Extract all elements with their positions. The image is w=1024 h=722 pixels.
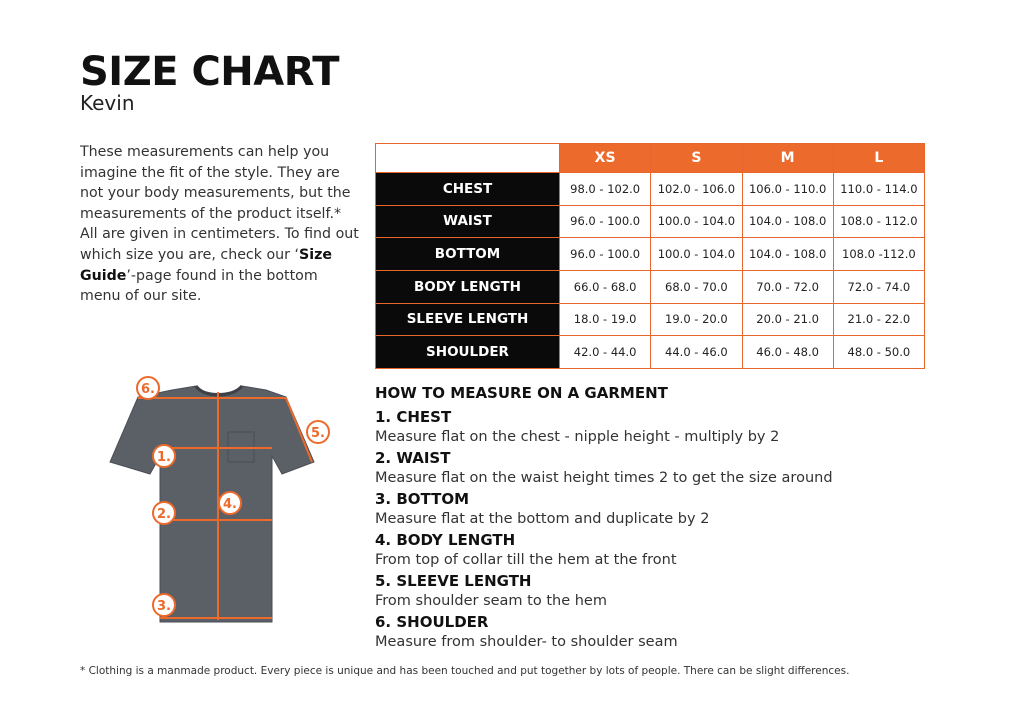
table-cell: 48.0 - 50.0 [833,336,924,369]
step-desc: From shoulder seam to the hem [375,593,607,609]
step-desc: Measure flat on the chest - nipple height - multiply by 2 [375,429,780,445]
table-cell: 19.0 - 20.0 [651,303,742,336]
size-l-header: L [833,144,924,173]
svg-text:4.: 4. [223,497,237,512]
marker-5 [307,421,329,443]
row-label: CHEST [376,173,560,206]
table-cell: 18.0 - 19.0 [560,303,651,336]
intro-text-after: ’-page found in the bottom menu of our site. [80,267,318,305]
table-cell: 108.0 - 112.0 [833,205,924,238]
size-table [375,143,925,369]
table-cell: 44.0 - 46.0 [651,336,742,369]
table-cell: 96.0 - 100.0 [560,205,651,238]
table-cell: 21.0 - 22.0 [833,303,924,336]
row-label: SHOULDER [376,336,560,369]
product-name: Kevin [80,91,135,115]
intro-text-before: These measurements can help you imagine the fit of the style. They are not your body measurements, but the measurements of the product itself.* All are given in centimeters. To find out which size you are, check our ‘ [80,144,359,263]
step-title: 2. WAIST [375,449,451,467]
marker-4 [219,492,241,514]
svg-text:2.: 2. [157,507,171,522]
size-xs-header: XS [560,144,651,173]
tshirt-diagram [100,370,340,630]
table-cell: 102.0 - 106.0 [651,173,742,206]
table-cell: 106.0 - 110.0 [742,173,833,206]
table-cell: 100.0 - 104.0 [651,238,742,271]
size-m-header: M [742,144,833,173]
table-cell: 72.0 - 74.0 [833,270,924,303]
table-cell: 100.0 - 104.0 [651,205,742,238]
table-cell: 108.0 -112.0 [833,238,924,271]
step-title: 4. BODY LENGTH [375,531,516,549]
table-cell: 96.0 - 100.0 [560,238,651,271]
intro-text [80,142,362,307]
marker-6 [137,377,159,399]
row-label: BOTTOM [376,238,560,271]
row-label: SLEEVE LENGTH [376,303,560,336]
size-guide-link: Size Guide [80,246,332,284]
page-title: SIZE CHART [80,49,340,95]
table-cell: 68.0 - 70.0 [651,270,742,303]
table-cell: 104.0 - 108.0 [742,238,833,271]
step-desc: Measure flat on the waist height times 2 to get the size around [375,470,833,486]
table-cell: 70.0 - 72.0 [742,270,833,303]
marker-1 [153,445,175,467]
table-cell: 66.0 - 68.0 [560,270,651,303]
svg-text:5.: 5. [311,426,325,441]
footnote: * Clothing is a manmade product. Every piece is unique and has been touched and put together by lots of people. There can be slight differences. [80,665,850,677]
step-title: 1. CHEST [375,408,452,426]
table-cell: 104.0 - 108.0 [742,205,833,238]
table-cell: 20.0 - 21.0 [742,303,833,336]
table-row [376,270,925,303]
table-row [376,303,925,336]
row-label: BODY LENGTH [376,270,560,303]
size-header-row [376,144,925,173]
table-row [376,205,925,238]
size-s-header: S [651,144,742,173]
step-desc: Measure from shoulder- to shoulder seam [375,634,678,650]
tshirt-shape [110,386,314,622]
step-title: 3. BOTTOM [375,490,470,508]
table-cell: 98.0 - 102.0 [560,173,651,206]
svg-text:1.: 1. [157,450,171,465]
step-desc: Measure flat at the bottom and duplicate by 2 [375,511,710,527]
table-row [376,238,925,271]
how-to-heading: HOW TO MEASURE ON A GARMENT [375,384,668,402]
table-cell: 110.0 - 114.0 [833,173,924,206]
row-label: WAIST [376,205,560,238]
marker-2 [153,502,175,524]
step-title: 6. SHOULDER [375,613,489,631]
table-corner [376,144,560,173]
table-row [376,173,925,206]
marker-3 [153,594,175,616]
step-desc: From top of collar till the hem at the front [375,552,677,568]
table-cell: 42.0 - 44.0 [560,336,651,369]
step-title: 5. SLEEVE LENGTH [375,572,532,590]
svg-text:3.: 3. [157,599,171,614]
how-to-measure [375,383,975,653]
table-row [376,336,925,369]
table-cell: 46.0 - 48.0 [742,336,833,369]
svg-text:6.: 6. [141,382,155,397]
